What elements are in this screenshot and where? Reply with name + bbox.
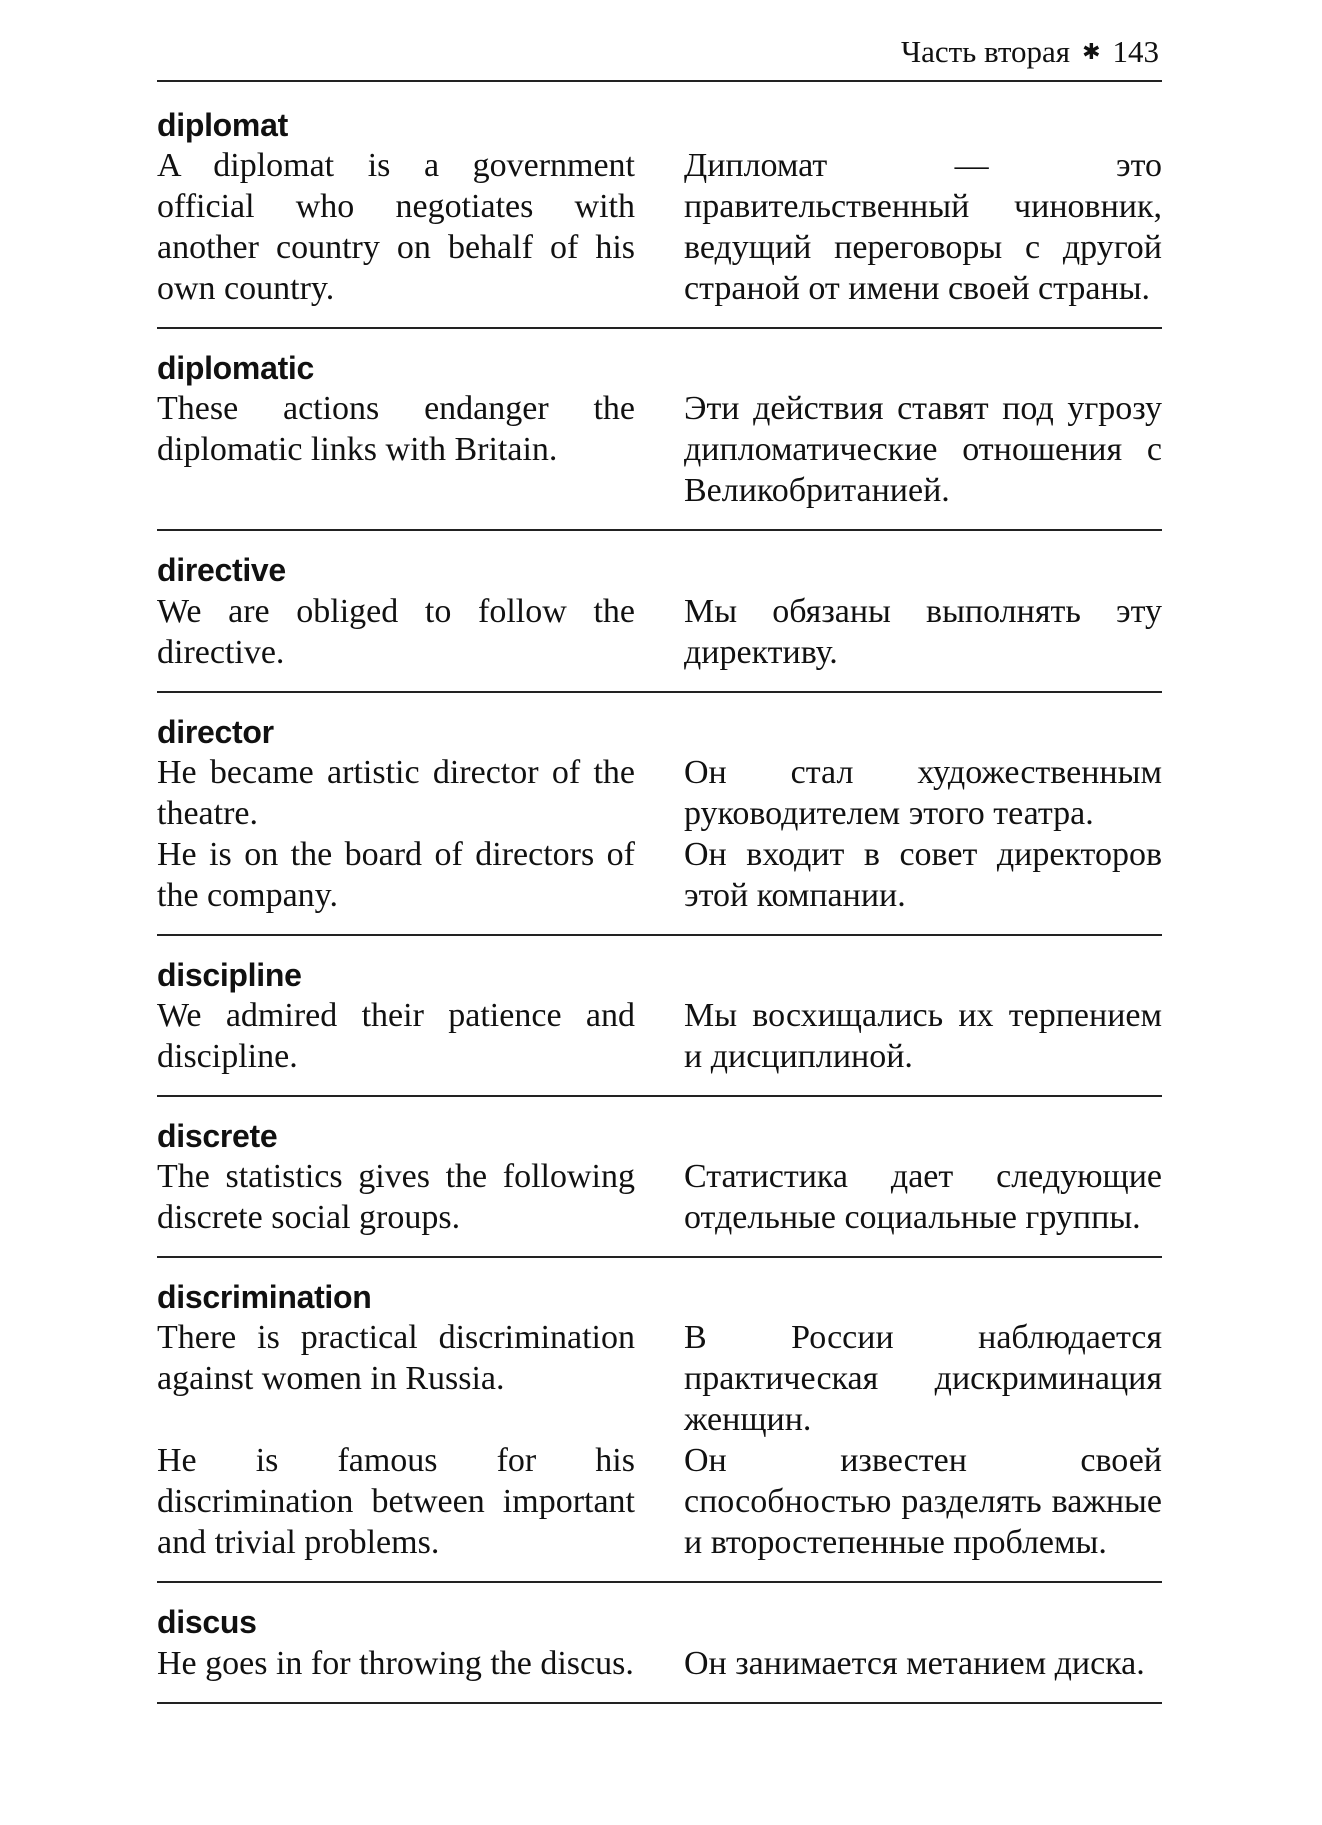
example-en: A diplomat is a government official who negotiates with another country on behalf of his own country. bbox=[157, 147, 635, 308]
example-pair bbox=[157, 591, 1162, 673]
example-en: The statistics gives the following discrete social groups. bbox=[157, 1158, 635, 1237]
page-number: 143 bbox=[1112, 34, 1159, 69]
example-ru: В России наблюдается практическая дискриминация женщин. bbox=[684, 1319, 1162, 1439]
example-en: He is on the board of directors of the company. bbox=[157, 835, 635, 914]
example-en: He goes in for throwing the discus. bbox=[157, 1644, 634, 1682]
example-ru: Он занимается метанием диска. bbox=[684, 1644, 1145, 1682]
example-pair bbox=[157, 752, 1162, 834]
entry bbox=[157, 329, 1162, 531]
entry bbox=[157, 1258, 1162, 1583]
example-pair bbox=[157, 145, 1162, 309]
example-ru: Эти действия ставят под угрозу дипломатические отношения с Великобританией. bbox=[684, 390, 1162, 510]
example-pair bbox=[157, 995, 1162, 1077]
dictionary-entries bbox=[157, 86, 1162, 1704]
entry bbox=[157, 936, 1162, 1097]
section-title: Часть вторая bbox=[900, 34, 1071, 69]
headword: diplomatic bbox=[157, 350, 315, 387]
entry bbox=[157, 1097, 1162, 1258]
headword: discrete bbox=[157, 1117, 278, 1154]
example-pair bbox=[157, 1317, 1162, 1440]
example-pair bbox=[157, 1643, 1162, 1684]
entry bbox=[157, 693, 1162, 936]
example-en: These actions endanger the diplomatic links with Britain. bbox=[157, 390, 635, 469]
headword: discipline bbox=[157, 956, 302, 993]
example-en: He is famous for his discrimination between important and trivial problems. bbox=[157, 1442, 635, 1562]
headword: discus bbox=[157, 1604, 257, 1641]
example-ru: Он известен своей способностью разделять важные и второстепенные проблемы. bbox=[684, 1442, 1162, 1562]
example-ru: Мы восхищались их терпением и дисциплиной. bbox=[684, 996, 1162, 1075]
example-en: We are obliged to follow the directive. bbox=[157, 592, 635, 671]
example-pair bbox=[157, 388, 1162, 511]
example-en: He became artistic director of the theatre. bbox=[157, 753, 635, 832]
example-en: There is practical discrimination against women in Russia. bbox=[157, 1319, 635, 1398]
example-ru: Дипломат — это правительственный чиновник, ведущий переговоры с другой страной от имени своей страны. bbox=[684, 147, 1162, 308]
headword: discrimination bbox=[157, 1279, 372, 1316]
example-ru: Статистика дает следующие отдельные социальные группы. bbox=[684, 1158, 1162, 1237]
example-pair bbox=[157, 834, 1162, 916]
headword: director bbox=[157, 713, 274, 750]
entry bbox=[157, 86, 1162, 329]
headword: diplomat bbox=[157, 107, 288, 143]
example-ru: Мы обязаны выполнять эту директиву. bbox=[684, 592, 1162, 671]
example-en: We admired their patience and discipline. bbox=[157, 996, 635, 1075]
example-pair bbox=[157, 1440, 1162, 1563]
example-ru: Он стал художественным руководителем этого театра. bbox=[684, 753, 1162, 832]
example-ru: Он входит в совет директоров этой компании. bbox=[684, 835, 1162, 914]
headword: directive bbox=[157, 552, 286, 589]
separator-glyph: ✱ bbox=[1082, 39, 1101, 64]
entry bbox=[157, 531, 1162, 692]
header-rule bbox=[157, 80, 1162, 82]
running-header bbox=[901, 34, 1159, 70]
example-pair bbox=[157, 1156, 1162, 1238]
entry bbox=[157, 1583, 1162, 1703]
